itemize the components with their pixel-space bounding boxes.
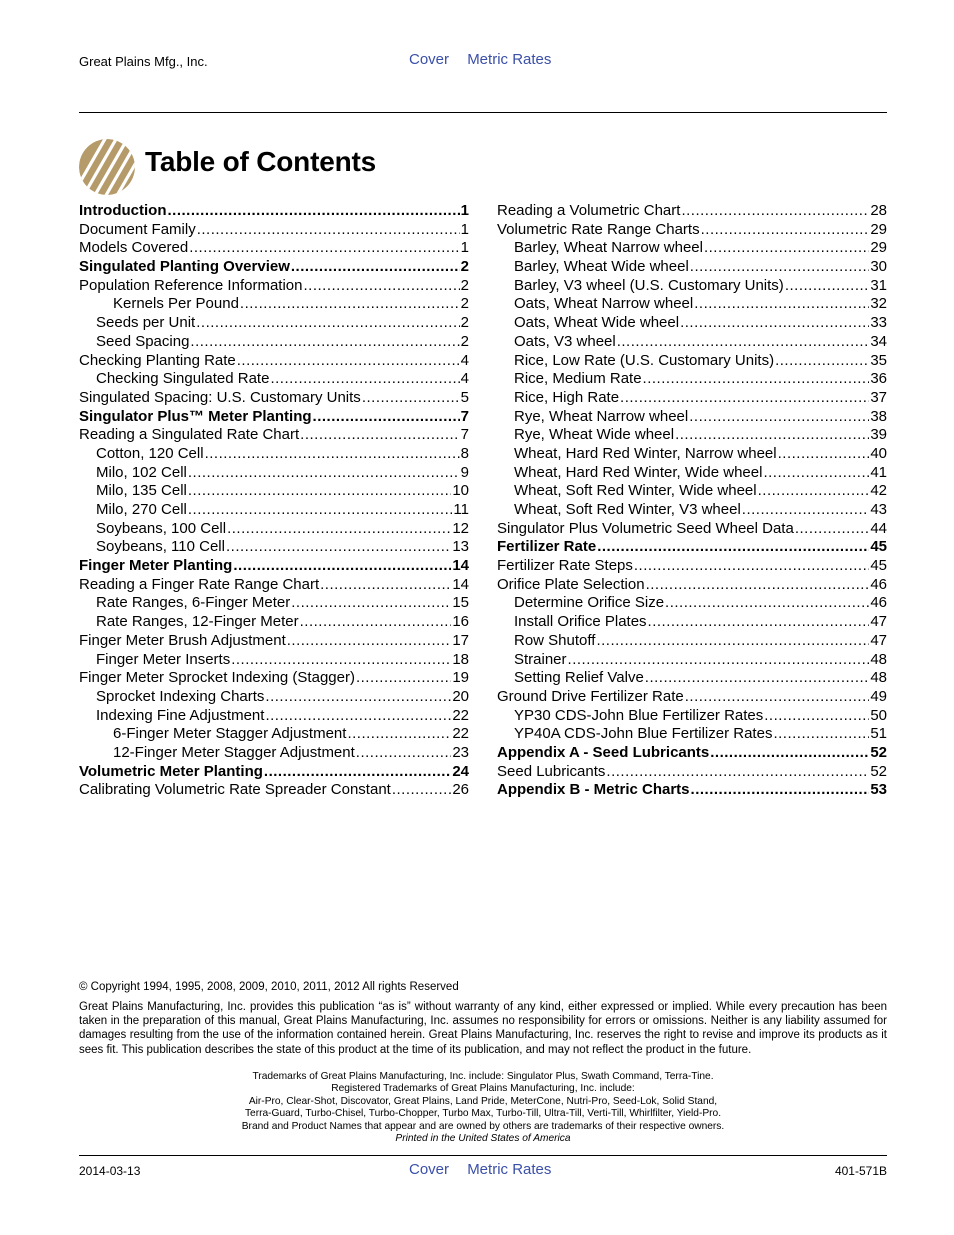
toc-entry-label: Rice, Medium Rate [514, 370, 642, 388]
toc-leader-dots [167, 202, 459, 221]
toc-entry[interactable] [79, 370, 469, 389]
toc-entry-page: 53 [870, 781, 887, 799]
toc-entry-label: Singulated Spacing: U.S. Customary Units [79, 388, 361, 406]
toc-entry[interactable] [79, 389, 469, 408]
toc-entry[interactable] [497, 707, 887, 726]
toc-leader-dots [240, 295, 460, 314]
toc-entry[interactable] [497, 594, 887, 613]
toc-leader-dots [356, 669, 451, 688]
toc-entry-page: 24 [452, 762, 469, 780]
toc-leader-dots [227, 520, 451, 539]
toc-entry-page: 9 [460, 463, 469, 481]
toc-entry-label: Milo, 270 Cell [96, 501, 187, 518]
toc-entry-label: Barley, V3 wheel (U.S. Customary Units) [514, 276, 784, 294]
toc-entry-label: Oats, Wheat Wide wheel [514, 314, 680, 332]
toc-entry-page: 49 [870, 687, 887, 705]
toc-leader-dots [205, 445, 460, 464]
toc-leader-dots [634, 557, 869, 576]
toc-entry-page: 37 [870, 388, 887, 406]
toc-leader-dots [764, 707, 869, 726]
toc-entry[interactable] [497, 520, 887, 539]
toc-leader-dots [190, 333, 459, 352]
toc-entry[interactable] [79, 725, 469, 744]
toc-entry-page: 2 [460, 258, 469, 276]
toc-entry[interactable] [79, 576, 469, 595]
toc-entry-label: Singulator Plus Volumetric Seed Wheel Data [497, 519, 794, 537]
toc-leader-dots [691, 781, 870, 800]
toc-entry-page: 42 [870, 482, 887, 500]
toc-entry[interactable] [497, 763, 887, 782]
toc-leader-dots [237, 352, 460, 371]
toc-entry[interactable] [79, 763, 469, 782]
toc-entry-page: 2 [460, 276, 469, 294]
toc-entry-page: 44 [870, 519, 887, 537]
trademark-line: Brand and Product Names that appear and are owned by others are trademarks of their respective owners. [241, 1120, 725, 1132]
toc-entry-label: Rice, Low Rate (U.S. Customary Units) [514, 351, 775, 369]
toc-entry[interactable] [79, 314, 469, 333]
toc-entry-label: Milo, 135 Cell [96, 482, 187, 500]
toc-leader-dots [778, 445, 870, 464]
toc-leader-dots [680, 314, 869, 333]
toc-entry[interactable] [79, 688, 469, 707]
toc-entry-label: Rye, Wheat Wide wheel [514, 426, 675, 444]
toc-leader-dots [665, 594, 869, 613]
toc-entry[interactable] [79, 408, 469, 427]
metric-rates-link[interactable]: Metric Rates [467, 51, 552, 68]
toc-leader-dots [347, 725, 451, 744]
toc-entry[interactable] [79, 501, 469, 520]
toc-entry[interactable] [79, 744, 469, 763]
toc-entry-label: Introduction [79, 202, 167, 219]
toc-entry-page: 1 [460, 202, 469, 219]
toc-entry-page: 28 [870, 202, 887, 219]
toc-entry[interactable] [497, 651, 887, 670]
toc-entry-page: 14 [452, 557, 469, 575]
toc-entry[interactable] [497, 295, 887, 314]
toc-entry-page: 12 [452, 519, 469, 537]
toc-entry[interactable] [79, 557, 469, 576]
toc-entry[interactable] [497, 464, 887, 483]
toc-entry-page: 7 [460, 426, 469, 444]
toc-leader-dots [303, 277, 459, 296]
toc-entry-label: 12-Finger Meter Stagger Adjustment [113, 743, 355, 761]
toc-entry-label: Seed Spacing [96, 332, 190, 350]
toc-leader-dots [763, 464, 869, 483]
toc-entry-label: Kernels Per Pound [113, 295, 239, 313]
header-nav [409, 51, 565, 68]
toc-entry[interactable] [497, 239, 887, 258]
toc-entry-page: 41 [870, 463, 887, 481]
toc-leader-dots [189, 239, 459, 258]
toc-entry-label: Row Shutoff [514, 631, 596, 649]
toc-leader-dots [291, 594, 451, 613]
toc-leader-dots [645, 669, 870, 688]
toc-entry-label: Fertilizer Rate Steps [497, 557, 633, 575]
toc-entry-label: Barley, Wheat Wide wheel [514, 258, 689, 276]
toc-entry-page: 30 [870, 258, 887, 276]
toc-entry-label: Singulated Planting Overview [79, 258, 290, 276]
toc-entry[interactable] [497, 482, 887, 501]
toc-entry-page: 46 [870, 575, 887, 593]
toc-entry-page: 32 [870, 295, 887, 313]
toc-entry[interactable] [497, 333, 887, 352]
toc-entry-label: Rice, High Rate [514, 388, 620, 406]
toc-entry-label: Strainer [514, 650, 567, 668]
toc-entry[interactable] [79, 445, 469, 464]
toc-entry-label: Determine Orifice Size [514, 594, 665, 612]
printed-in: Printed in the United States of America [395, 1133, 571, 1145]
toc-entry[interactable] [79, 781, 469, 800]
toc-entry[interactable] [497, 781, 887, 800]
toc-entry[interactable] [497, 669, 887, 688]
trademark-line: Terra-Guard, Turbo-Chisel, Turbo-Chopper, Turbo Max, Turbo-Till, Ultra-Till, Verti-Till, Whirlfilter, Yield-Pro. [244, 1108, 722, 1120]
toc-entry[interactable] [497, 688, 887, 707]
toc-entry-page: 31 [870, 276, 887, 294]
toc-entry-label: 6-Finger Meter Stagger Adjustment [113, 725, 347, 743]
toc-leader-dots [226, 538, 451, 557]
toc-entry-label: Fertilizer Rate [497, 538, 597, 556]
toc-entry[interactable] [497, 538, 887, 557]
toc-entry-page: 46 [870, 594, 887, 612]
toc-leader-dots [710, 744, 869, 763]
trademark-line: Trademarks of Great Plains Manufacturing, Inc. include: Singulator Plus, Swath Command, Terra-Tine. [252, 1071, 714, 1082]
toc-entry-label: Finger Meter Inserts [96, 650, 231, 668]
toc-entry-page: 2 [460, 295, 469, 313]
toc-entry-label: Checking Singulated Rate [96, 370, 270, 388]
toc-leader-dots [287, 632, 452, 651]
toc-entry-page: 40 [870, 444, 887, 462]
toc-entry[interactable] [497, 501, 887, 520]
toc-entry-label: Rate Ranges, 12-Finger Meter [96, 613, 299, 631]
toc-entry-label: Cotton, 120 Cell [96, 444, 204, 462]
toc-leader-dots [597, 538, 869, 557]
toc-entry-page: 2 [460, 332, 469, 350]
toc-entry-page: 16 [452, 613, 469, 631]
toc-entry-label: Wheat, Soft Red Winter, Wide wheel [514, 482, 757, 500]
toc-leader-dots [704, 239, 869, 258]
toc-leader-dots [313, 408, 460, 427]
toc-entry-label: Appendix B - Metric Charts [497, 781, 690, 799]
toc-entry-label: Indexing Fine Adjustment [96, 706, 265, 724]
toc-entry[interactable] [497, 725, 887, 744]
toc-leader-dots [685, 688, 870, 707]
toc-entry-label: Singulator Plus™ Meter Planting [79, 407, 312, 425]
toc-leader-dots [362, 389, 460, 408]
toc-leader-dots [775, 352, 869, 371]
toc-entry-label: Oats, Wheat Narrow wheel [514, 295, 694, 313]
toc-entry-page: 8 [460, 444, 469, 462]
toc-entry-page: 29 [870, 239, 887, 257]
toc-entry[interactable] [497, 557, 887, 576]
toc-leader-dots [785, 277, 870, 296]
toc-entry-label: Soybeans, 100 Cell [96, 519, 227, 537]
toc-entry-page: 33 [870, 314, 887, 332]
toc-leader-dots [758, 482, 870, 501]
toc-leader-dots [188, 501, 453, 520]
toc-leader-dots [648, 613, 870, 632]
toc-entry[interactable] [79, 258, 469, 277]
toc-leader-dots [681, 202, 869, 221]
toc-entry-label: Reading a Singulated Rate Chart [79, 426, 300, 444]
toc-entry-page: 43 [870, 501, 887, 518]
toc-entry[interactable] [79, 651, 469, 670]
toc-leader-dots [265, 707, 451, 726]
toc-entry-label: Rate Ranges, 6-Finger Meter [96, 594, 291, 612]
toc-left-column [79, 202, 469, 800]
toc-leader-dots [606, 763, 869, 782]
toc-entry[interactable] [79, 632, 469, 651]
toc-entry-label: Finger Meter Planting [79, 557, 233, 575]
toc-entry[interactable] [79, 613, 469, 632]
toc-leader-dots [643, 370, 870, 389]
toc-leader-dots [231, 651, 451, 670]
toc-entry[interactable] [497, 426, 887, 445]
toc-entry-page: 19 [452, 669, 469, 687]
toc-entry-page: 52 [870, 762, 887, 780]
toc-entry[interactable] [79, 538, 469, 557]
toc-entry-page: 29 [870, 220, 887, 238]
toc-entry[interactable] [79, 426, 469, 445]
toc-entry[interactable] [497, 445, 887, 464]
header-divider [79, 112, 887, 113]
toc-entry-page: 26 [452, 781, 469, 799]
toc-entry-page: 18 [452, 650, 469, 668]
toc-entry[interactable] [79, 482, 469, 501]
toc-entry[interactable] [79, 333, 469, 352]
toc-leader-dots [320, 576, 451, 595]
toc-entry[interactable] [79, 707, 469, 726]
toc-leader-dots [300, 426, 460, 445]
toc-entry-label: Seeds per Unit [96, 314, 196, 332]
toc-entry-page: 38 [870, 407, 887, 425]
toc-leader-dots [264, 763, 451, 782]
toc-entry-page: 48 [870, 650, 887, 668]
toc-entry-page: 7 [460, 407, 469, 425]
toc-entry-label: YP40A CDS-John Blue Fertilizer Rates [514, 725, 773, 743]
toc-leader-dots [188, 482, 451, 501]
toc-entry-page: 34 [870, 332, 887, 350]
toc-leader-dots [568, 651, 870, 670]
cover-link[interactable]: Cover [409, 1161, 450, 1178]
toc-entry-label: Oats, V3 wheel [514, 332, 616, 350]
toc-entry[interactable] [497, 370, 887, 389]
toc-entry[interactable] [79, 202, 469, 221]
toc-entry[interactable] [79, 295, 469, 314]
toc-leader-dots [188, 464, 460, 483]
footer-doc-number: 401-571B [834, 1164, 887, 1178]
cover-link[interactable]: Cover [409, 51, 450, 68]
toc-entry-label: Install Orifice Plates [514, 613, 647, 631]
toc-entry-page: 11 [453, 501, 469, 518]
toc-entry-label: Rye, Wheat Narrow wheel [514, 407, 689, 425]
toc-entry-page: 48 [870, 669, 887, 687]
toc-entry-page: 47 [870, 631, 887, 649]
trademark-line: Air-Pro, Clear-Shot, Discovator, Great Plains, Land Pride, MeterCone, Nutri-Pro, Seed-Lok, Solid Stand, [248, 1095, 718, 1107]
toc-entry-label: Barley, Wheat Narrow wheel [514, 239, 703, 257]
trademarks [79, 1071, 887, 1145]
toc-leader-dots [701, 221, 870, 240]
toc-entry-page: 22 [452, 725, 469, 743]
toc-entry[interactable] [497, 744, 887, 763]
toc-entry[interactable] [497, 408, 887, 427]
toc-entry-page: 35 [870, 351, 887, 369]
toc-leader-dots [795, 520, 869, 539]
toc-right-column [497, 202, 887, 800]
toc-entry-page: 39 [870, 426, 887, 444]
toc-leader-dots [675, 426, 869, 445]
trademark-line: Registered Trademarks of Great Plains Manufacturing, Inc. include: [331, 1083, 635, 1095]
toc-entry[interactable] [79, 277, 469, 296]
toc-entry-page: 4 [460, 351, 469, 369]
toc-entry-label: Ground Drive Fertilizer Rate [497, 687, 684, 705]
toc-leader-dots [392, 781, 451, 800]
toc-leader-dots [646, 576, 870, 595]
toc-entry-page: 2 [460, 314, 469, 332]
toc-entry-page: 52 [870, 743, 887, 761]
toc-entry-page: 1 [460, 220, 469, 238]
toc-entry-page: 36 [870, 370, 887, 388]
toc-leader-dots [196, 314, 459, 333]
disclaimer: Great Plains Manufacturing, Inc. provides this publication “as is” without warranty of any kind, either expressed or implied. While every precaution has been taken in the preparation of this manual, Great Plains Manufacturing, Inc. assumes no responsibility for errors or omissions. Neither is any liability assumed for damages resulting from the use of the information contained herein. Great Plains Manufacturing, Inc. reserves the right to revise and improve its products as it sees fit. This publication describes the state of this product at the time of its publication, and may not reflect the product in the future. [79, 1001, 887, 1056]
toc-entry-page: 5 [460, 388, 469, 406]
toc-entry[interactable] [497, 258, 887, 277]
toc-entry-page: 23 [452, 743, 469, 761]
toc-entry[interactable] [79, 239, 469, 258]
toc-entry[interactable] [497, 277, 887, 296]
toc-entry-label: Wheat, Hard Red Winter, Wide wheel [514, 463, 763, 481]
toc-entry-page: 10 [452, 482, 469, 500]
toc-entry[interactable] [79, 464, 469, 483]
toc-leader-dots [197, 221, 460, 240]
toc-entry[interactable] [497, 389, 887, 408]
toc-entry-label: Volumetric Meter Planting [79, 762, 263, 780]
toc-leader-dots [596, 632, 869, 651]
toc-entry[interactable] [79, 520, 469, 539]
toc-entry-label: Finger Meter Brush Adjustment [79, 631, 286, 649]
toc-entry-label: Wheat, Soft Red Winter, V3 wheel [514, 501, 741, 518]
toc-entry-label: Wheat, Hard Red Winter, Narrow wheel [514, 444, 777, 462]
toc-entry-label: Population Reference Information [79, 276, 303, 294]
toc-leader-dots [265, 688, 451, 707]
toc-leader-dots [356, 744, 452, 763]
toc-entry-label: Orifice Plate Selection [497, 575, 645, 593]
toc-entry[interactable] [497, 632, 887, 651]
toc-entry-label: Models Covered [79, 239, 189, 257]
toc-entry-page: 1 [460, 239, 469, 257]
toc-entry-label: Document Family [79, 220, 196, 238]
toc-entry-label: Appendix A - Seed Lubricants [497, 743, 710, 761]
toc-entry[interactable] [497, 202, 887, 221]
toc-entry[interactable] [79, 352, 469, 371]
page-title: Table of Contents [145, 146, 376, 177]
footer-divider [79, 1155, 887, 1156]
toc-leader-dots [291, 258, 460, 277]
toc-leader-dots [694, 295, 869, 314]
toc-entry-label: Reading a Finger Rate Range Chart [79, 575, 320, 593]
copyright: © Copyright 1994, 1995, 2008, 2009, 2010, 2011, 2012 All rights Reserved [79, 981, 459, 993]
toc-entry-label: Checking Planting Rate [79, 351, 236, 369]
toc-entry-label: Calibrating Volumetric Rate Spreader Constant [79, 781, 391, 799]
toc-entry[interactable] [497, 221, 887, 240]
toc-leader-dots [742, 501, 870, 520]
toc-leader-dots [233, 557, 451, 576]
toc-leader-dots [773, 725, 869, 744]
toc-entry[interactable] [79, 669, 469, 688]
toc-entry-label: Soybeans, 110 Cell [96, 538, 225, 556]
footer-nav [409, 1161, 565, 1178]
toc-entry-label: YP30 CDS-John Blue Fertilizer Rates [514, 706, 764, 724]
toc-entry-label: Reading a Volumetric Chart [497, 202, 681, 219]
toc-entry-label: Milo, 102 Cell [96, 463, 187, 481]
toc-entry-page: 45 [870, 557, 887, 575]
toc-entry-page: 22 [452, 706, 469, 724]
toc-entry[interactable] [497, 613, 887, 632]
great-plains-logo-icon [79, 138, 135, 196]
toc-entry-page: 4 [460, 370, 469, 388]
toc-leader-dots [617, 333, 870, 352]
toc-entry-page: 14 [452, 575, 469, 593]
toc-entry[interactable] [79, 594, 469, 613]
toc-entry-label: Sprocket Indexing Charts [96, 687, 265, 705]
toc-leader-dots [620, 389, 869, 408]
toc-entry-page: 15 [452, 594, 469, 612]
toc-leader-dots [690, 258, 870, 277]
toc-entry[interactable] [497, 314, 887, 333]
toc-leader-dots [270, 370, 459, 389]
toc-entry[interactable] [497, 352, 887, 371]
toc-entry-page: 47 [870, 613, 887, 631]
toc-entry-page: 20 [452, 687, 469, 705]
toc-entry[interactable] [79, 221, 469, 240]
toc-entry-page: 13 [452, 538, 469, 556]
toc-entry-label: Finger Meter Sprocket Indexing (Stagger) [79, 669, 355, 687]
toc-entry-label: Seed Lubricants [497, 762, 606, 780]
toc-leader-dots [689, 408, 869, 427]
toc-entry-label: Volumetric Rate Range Charts [497, 220, 700, 238]
toc-entry[interactable] [497, 576, 887, 595]
toc-entry-label: Setting Relief Valve [514, 669, 644, 687]
header-company: Great Plains Mfg., Inc. [79, 54, 208, 69]
toc-leader-dots [300, 613, 452, 632]
toc-entry-page: 17 [452, 631, 469, 649]
toc-entry-page: 50 [870, 706, 887, 724]
footer-date: 2014-03-13 [79, 1164, 141, 1178]
toc-entry-page: 51 [870, 725, 887, 743]
toc-entry-page: 45 [870, 538, 887, 556]
metric-rates-link[interactable]: Metric Rates [467, 1161, 552, 1178]
